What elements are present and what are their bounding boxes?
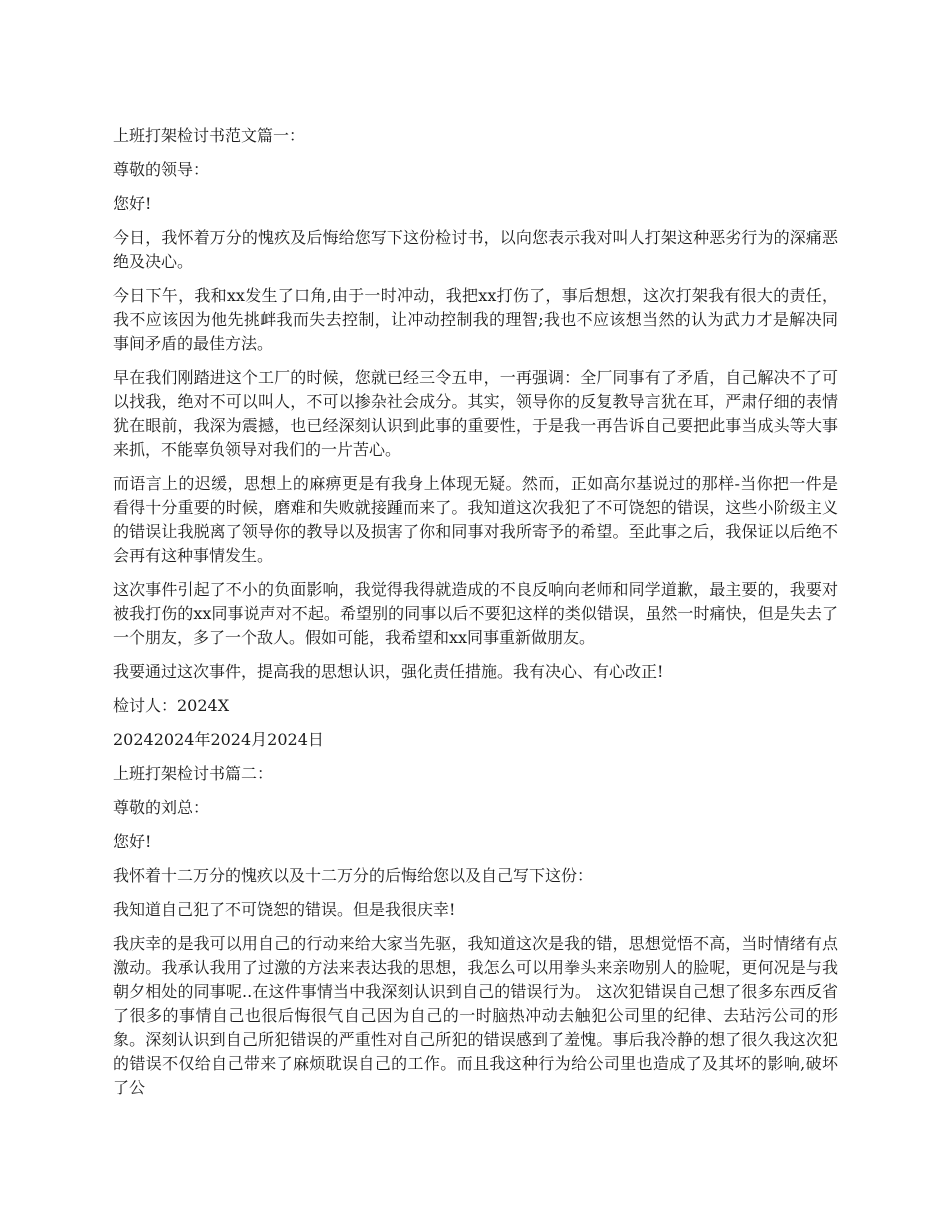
salutation: 尊敬的领导： <box>113 160 210 179</box>
body-paragraph: 早在我们刚踏进这个工厂的时候，您就已经三令五申，一再强调：全厂同事有了矛盾，自己解决不了可以找我，绝对不可以叫人，不可以掺杂社会成分。其实，领导你的反复教导言犹在耳，严肃仔细的表情犹在眼前，我深为震撼，也已经深刻认识到此事的重要性，于是我一再告诉自己要把此事当成头等大事来抓，不能辜负领导对我们的一片苦心。 <box>113 368 838 459</box>
body-paragraph: 今日下午，我和xx发生了口角,由于一时冲动，我把xx打伤了，事后想想，这次打架我有很大的责任，我不应该因为他先挑衅我而失去控制，让冲动控制我的理智;我也不应该想当然的认为武力才是解决同事间矛盾的最佳方法。 <box>113 286 838 353</box>
body-paragraph: 今日，我怀着万分的愧疚及后悔给您写下这份检讨书，以向您表示我对叫人打架这种恶劣行为的深痛恶绝及决心。 <box>113 228 838 271</box>
section-heading-2: 上班打架检讨书篇二： <box>113 764 274 783</box>
body-paragraph: 我知道自己犯了不可饶恕的错误。但是我很庆幸! <box>113 900 456 919</box>
date-line: 20242024年2024月2024日 <box>113 730 324 749</box>
greeting: 您好! <box>113 832 152 851</box>
body-paragraph: 这次事件引起了不小的负面影响，我觉得我得就造成的不良反响向老师和同学道歉，最主要的，我要对被我打伤的xx同事说声对不起。希望别的同事以后不要犯这样的类似错误，虽然一时痛快，但是失去了一个朋友，多了一个敌人。假如可能，我希望和xx同事重新做朋友。 <box>113 580 838 647</box>
greeting: 您好! <box>113 194 152 213</box>
body-paragraph: 而语言上的迟缓，思想上的麻痹更是有我身上体现无疑。然而，正如高尔基说过的那样-当你把一件是看得十分重要的时候，磨难和失败就接踵而来了。我知道这次我犯了不可饶恕的错误，这些小阶级主义的错误让我脱离了领导你的教导以及损害了你和同事对我所寄予的希望。至此事之后，我保证以后绝不会再有这种事情发生。 <box>113 474 838 565</box>
signature-line: 检讨人：2024X <box>113 696 230 715</box>
body-paragraph: 我怀着十二万分的愧疚以及十二万分的后悔给您以及自己写下这份： <box>113 866 594 885</box>
salutation: 尊敬的刘总： <box>113 798 210 817</box>
body-paragraph: 我庆幸的是我可以用自己的行动来给大家当先驱，我知道这次是我的错，思想觉悟不高，当时情绪有点激动。我承认我用了过激的方法来表达我的思想，我怎么可以用拳头来亲吻别人的脸呢，更何况是与我朝夕相处的同事呢..在这件事情当中我深刻认识到自己的错误行为。 这次犯错误自己想了很多东西反省了很多的事情自己也很后悔很气自己因为自己的一时脑热冲动去触犯公司里的纪律、去玷污公司的形象。深刻认识到自己所犯错误的严重性对自己所犯的错误感到了羞愧。事后我冷静的想了很久我这次犯的错误不仅给自己带来了麻烦耽误自己的工作。而且我这种行为给公司里也造成了及其坏的影响,破坏了公 <box>113 934 838 1097</box>
section-heading-1: 上班打架检讨书范文篇一： <box>113 126 306 145</box>
body-paragraph: 我要通过这次事件，提高我的思想认识，强化责任措施。我有决心、有心改正! <box>113 662 664 681</box>
